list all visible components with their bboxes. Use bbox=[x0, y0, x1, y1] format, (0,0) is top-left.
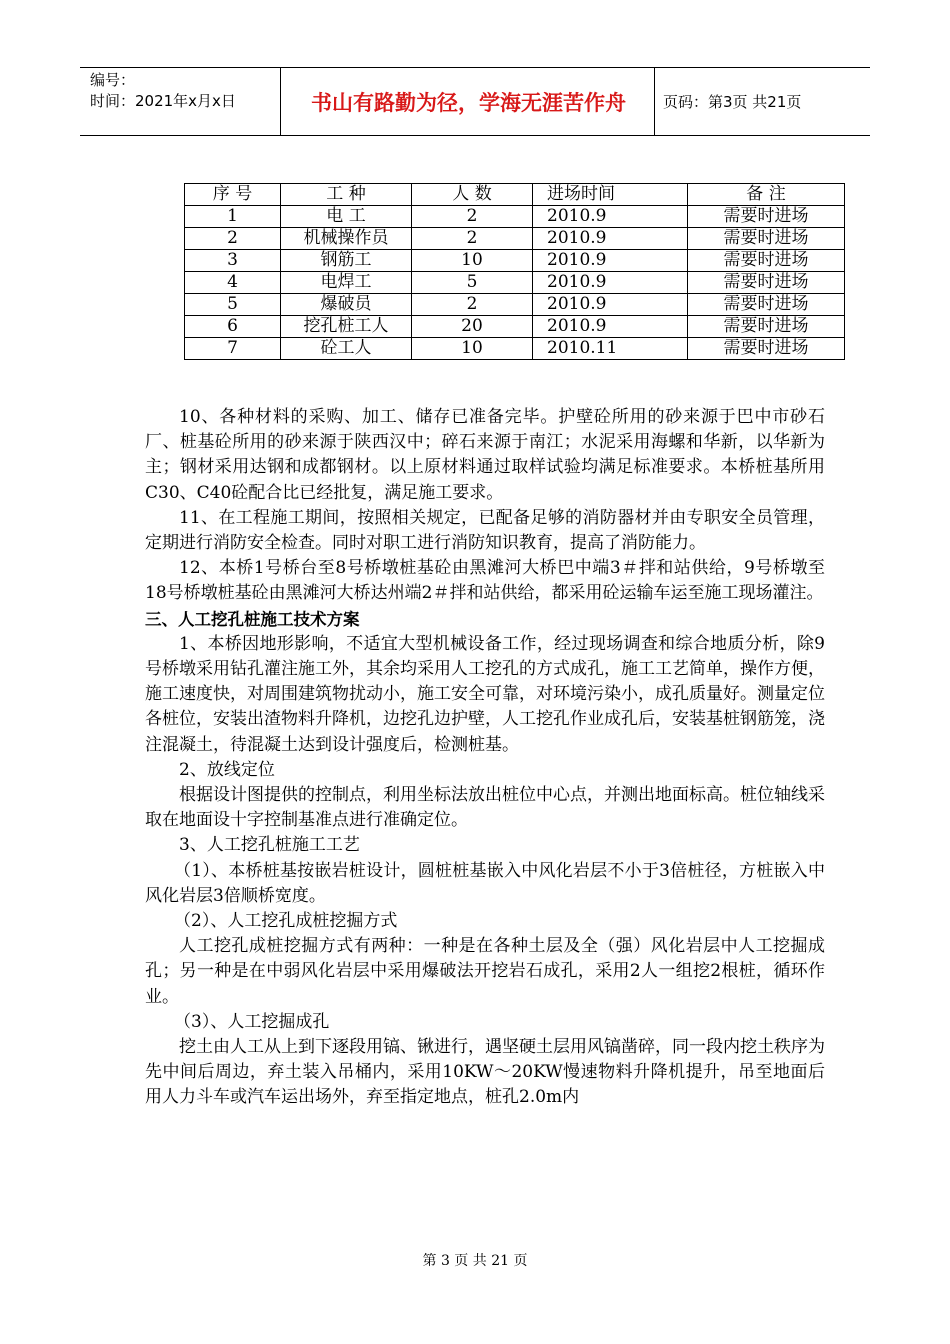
cell-count: 2 bbox=[412, 228, 533, 250]
paragraph-11: 11、在工程施工期间，按照相关规定，已配备足够的消防器材并由专职安全员管理，定期进行消防安全检查。同时对职工进行消防知识教育，提高了消防能力。 bbox=[145, 507, 825, 554]
cell-entry-date: 2010.9 bbox=[533, 272, 688, 294]
table-row bbox=[185, 294, 845, 316]
table-row bbox=[185, 338, 845, 360]
subheading-s3-3: （3）、人工挖掘成孔 bbox=[174, 1011, 330, 1032]
cell-entry-date: 2010.9 bbox=[533, 294, 688, 316]
page-header bbox=[80, 67, 870, 137]
cell-count: 5 bbox=[412, 272, 533, 294]
table-row bbox=[185, 316, 845, 338]
cell-entry-date: 2010.9 bbox=[533, 228, 688, 250]
paragraph-s3-3: 挖土由人工从上到下逐段用镐、锹进行，遇坚硬土层用风镐凿碎，同一段内挖土秩序为先中间后周边，弃土装入吊桶内，采用10KW～20KW慢速物料升降机提升，吊至地面后用人力斗车或汽车运出场外，弃至指定地点，桩孔2.0m内 bbox=[145, 1037, 825, 1108]
col-header-number: 序 号 bbox=[185, 184, 281, 206]
cell-trade: 机械操作员 bbox=[281, 228, 412, 250]
subheading-s2: 2、放线定位 bbox=[179, 759, 275, 780]
subheading-s3: 3、人工挖孔桩施工工艺 bbox=[179, 835, 360, 856]
cell-note: 需要时进场 bbox=[688, 338, 845, 360]
col-header-count: 人 数 bbox=[412, 184, 533, 206]
cell-number: 5 bbox=[185, 294, 281, 316]
cell-entry-date: 2010.9 bbox=[533, 250, 688, 272]
cell-note: 需要时进场 bbox=[688, 228, 845, 250]
cell-count: 20 bbox=[412, 316, 533, 338]
paragraph-s3-1: （1）、本桥桩基按嵌岩桩设计，圆桩桩基嵌入中风化岩层不小于3倍桩径，方桩嵌入中风化岩层3倍顺桥宽度。 bbox=[145, 860, 825, 906]
cell-note: 需要时进场 bbox=[688, 316, 845, 338]
header-motto: 书山有路勤为径，学海无涯苦作舟 bbox=[311, 90, 626, 115]
header-meta bbox=[90, 70, 236, 112]
cell-note: 需要时进场 bbox=[688, 250, 845, 272]
header-divider bbox=[280, 67, 281, 136]
cell-trade: 钢筋工 bbox=[281, 250, 412, 272]
paragraph-s3-2: 人工挖孔成桩挖掘方式有两种：一种是在各种土层及全（强）风化岩层中人工挖掘成孔；另一种是在中弱风化岩层中采用爆破法开挖岩石成孔，采用2人一组挖2根桩，循环作业。 bbox=[145, 936, 825, 1007]
cell-count: 10 bbox=[412, 338, 533, 360]
col-header-entry-date: 进场时间 bbox=[533, 184, 688, 206]
date-label: 时间：2021年x月x日 bbox=[90, 92, 236, 110]
cell-note: 需要时进场 bbox=[688, 294, 845, 316]
number-label: 编号： bbox=[90, 71, 136, 89]
cell-number: 3 bbox=[185, 250, 281, 272]
cell-trade: 电焊工 bbox=[281, 272, 412, 294]
cell-number: 1 bbox=[185, 206, 281, 228]
paragraph-10: 10、各种材料的采购、加工、储存已准备完毕。护壁砼所用的砂来源于巴中市砂石厂、桩基砼所用的砂来源于陕西汉中；碎石来源于南江；水泥采用海螺和华新，以华新为主；钢材采用达钢和成都钢材。以上原材料通过取样试验均满足标准要求。本桥桩基所用C30、C40砼配合比已经批复，满足施工要求。 bbox=[145, 407, 825, 503]
cell-entry-date: 2010.11 bbox=[533, 338, 688, 360]
paragraph-s2: 根据设计图提供的控制点，利用坐标法放出桩位中心点，并测出地面标高。桩位轴线采取在地面设十字控制基准点进行准确定位。 bbox=[145, 785, 825, 831]
cell-count: 2 bbox=[412, 206, 533, 228]
subheading-s3-2: （2）、人工挖孔成桩挖掘方式 bbox=[174, 911, 398, 932]
section-heading: 三、人工挖孔桩施工技术方案 bbox=[145, 609, 360, 629]
document-body bbox=[145, 405, 825, 1111]
cell-trade: 爆破员 bbox=[281, 294, 412, 316]
cell-entry-date: 2010.9 bbox=[533, 206, 688, 228]
cell-trade: 挖孔桩工人 bbox=[281, 316, 412, 338]
paragraph-s1: 1、本桥因地形影响，不适宜大型机械设备工作，经过现场调查和综合地质分析，除9号桥墩采用钻孔灌注施工外，其余均采用人工挖孔的方式成孔，施工工艺简单，操作方便，施工速度快，对周围建筑物扰动小，施工安全可靠，对环境污染小，成孔质量好。测量定位各桩位，安装出渣物料升降机，边挖孔边护壁，人工挖孔作业成孔后，安装基桩钢筋笼，浇注混凝土，待混凝土达到设计强度后，检测桩基。 bbox=[145, 633, 825, 755]
table-row bbox=[185, 272, 845, 294]
table-row bbox=[185, 206, 845, 228]
page-footer: 第 3 页 共 21 页 bbox=[422, 1253, 528, 1269]
cell-number: 4 bbox=[185, 272, 281, 294]
col-header-trade: 工 种 bbox=[281, 184, 412, 206]
cell-note: 需要时进场 bbox=[688, 206, 845, 228]
cell-number: 2 bbox=[185, 228, 281, 250]
cell-trade: 砼工人 bbox=[281, 338, 412, 360]
cell-count: 10 bbox=[412, 250, 533, 272]
cell-note: 需要时进场 bbox=[688, 272, 845, 294]
staff-table bbox=[184, 183, 845, 360]
table-row bbox=[185, 228, 845, 250]
table-row bbox=[185, 250, 845, 272]
col-header-note: 备 注 bbox=[688, 184, 845, 206]
cell-entry-date: 2010.9 bbox=[533, 316, 688, 338]
paragraph-12: 12、本桥1号桥台至8号桥墩桩基砼由黑滩河大桥巴中端3＃拌和站供给，9号桥墩至18号桥墩桩基砼由黑滩河大桥达州端2＃拌和站供给，都采用砼运输车运至施工现场灌注。 bbox=[145, 558, 825, 604]
header-page-number: 页码：第3页 共21页 bbox=[663, 93, 802, 111]
table-header-row bbox=[185, 184, 845, 206]
cell-trade: 电 工 bbox=[281, 206, 412, 228]
cell-count: 2 bbox=[412, 294, 533, 316]
cell-number: 6 bbox=[185, 316, 281, 338]
cell-number: 7 bbox=[185, 338, 281, 360]
